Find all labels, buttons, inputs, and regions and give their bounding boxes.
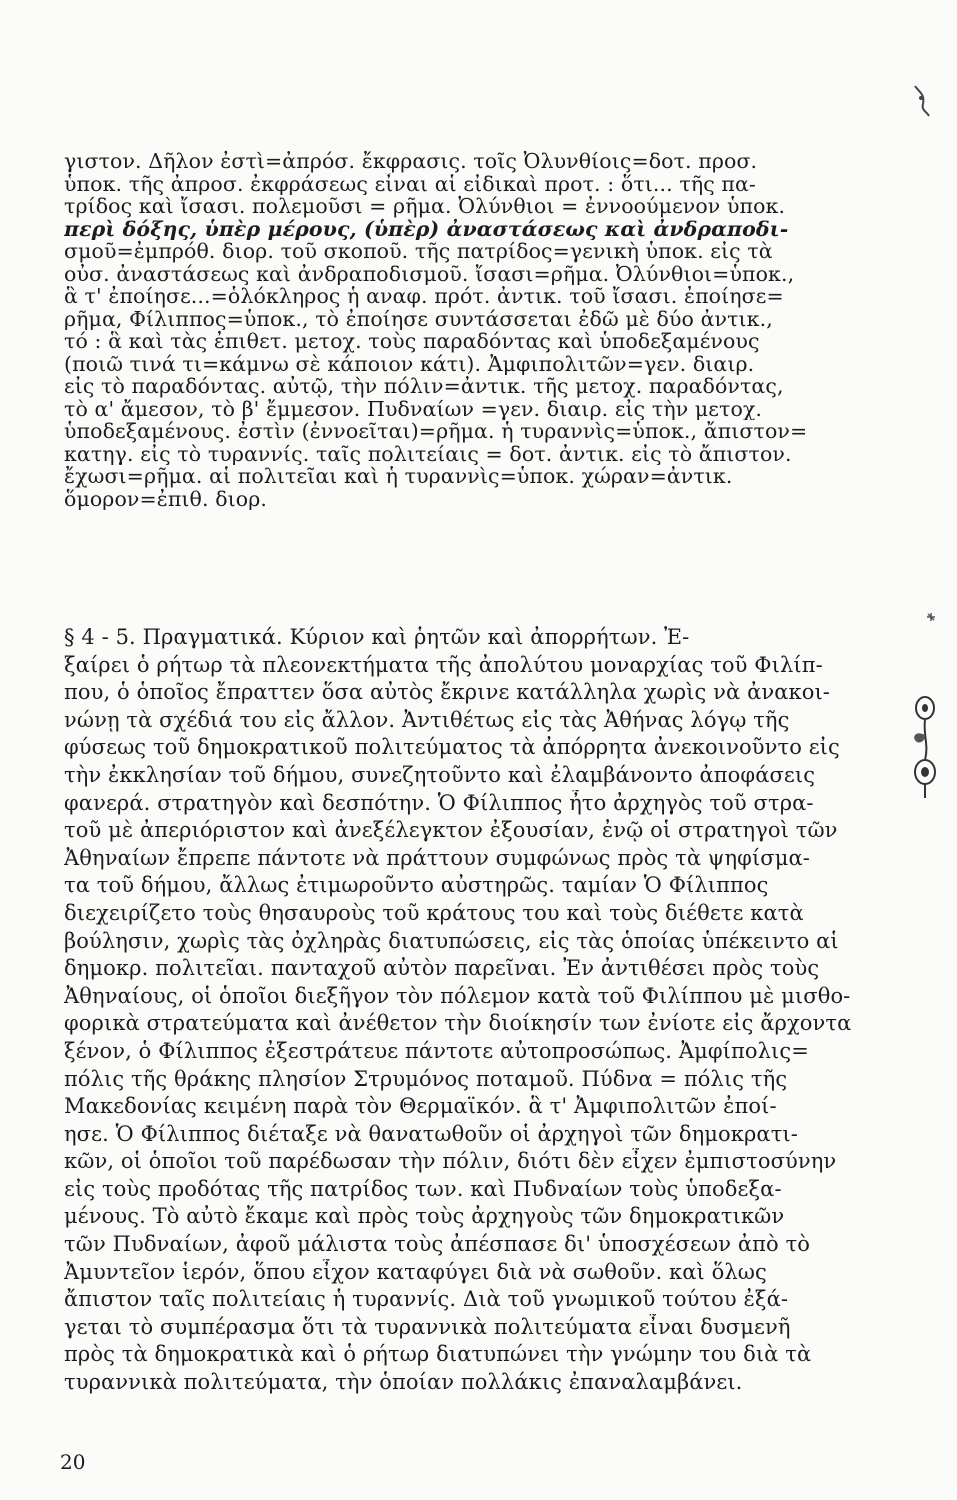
text-line: ξένον, ὁ Φίλιππος ἐξεστράτευε πάντοτε αὐτοπροσώπως. Ἀμφίπολις= — [64, 1038, 809, 1063]
text-line: ὑποκ. τῆς ἀπροσ. ἐκφράσεως εἶναι αἱ εἰδικαὶ προτ. : ὅτι... τῆς πα- — [64, 172, 756, 195]
text-line: ὅμορον=ἐπιθ. διορ. — [64, 487, 268, 510]
text-line: γεται τὸ συμπέρασμα ὅτι τὰ τυραννικὰ πολιτεύματα εἶναι δυσμενῆ — [64, 1314, 791, 1339]
text-line: ἄπιστον ταῖς πολιτείαις ἡ τυραννίς. Διὰ τοῦ γνωμικοῦ τούτου ἐξά- — [64, 1287, 789, 1312]
text-line: που, ὁ ὁποῖος ἔπραττεν ὅσα αὐτὸς ἔκρινε κατάλληλα χωρὶς νὰ ἀνακοι- — [64, 680, 830, 705]
text-line: τρίδος καὶ ἴσασι. πολεμοῦσι = ρῆμα. Ὀλύνθιοι = ἐννοούμενον ὑποκ. — [64, 195, 786, 218]
text-line: βούλησιν, χωρὶς τὰς ὀχληρὰς διατυπώσεις, εἰς τὰς ὁποίας ὑπέκειντο αἱ — [64, 928, 839, 953]
text-line: περὶ δόξης, ὑπὲρ μέρους, (ὑπὲρ) ἀναστάσεως καὶ ἀνδραποδι- — [64, 217, 789, 240]
page-number: 20 — [60, 1450, 86, 1474]
text-line: τῶν Πυδναίων, ἀφοῦ μάλιστα τοὺς ἀπέσπασε δι' ὑποσχέσεων ἀπὸ τὸ — [64, 1232, 811, 1257]
text-line: τα τοῦ δήμου, ἄλλως ἐτιμωροῦντο αὐστηρῶς. ταμίαν Ὁ Φίλιππος — [64, 873, 769, 898]
section-heading-line: § 4 - 5. Πραγματικά. Κύριον καὶ ῥητῶν καὶ ἀπορρήτων. Ἐ- — [64, 625, 690, 649]
text-line: τυραννικὰ πολιτεύματα, τὴν ὁποίαν πολλάκις ἐπαναλαμβάνει. — [64, 1370, 743, 1395]
text-line: σμοῦ=ἐμπρόθ. διορ. τοῦ σκοποῦ. τῆς πατρίδος=γενικὴ ὑποκ. εἰς τὰ — [64, 240, 773, 263]
text-line: φύσεως τοῦ δημοκρατικοῦ πολιτεύματος τὰ ἀπόρρητα ἀνεκοινοῦντο εἰς — [64, 735, 840, 760]
text-line: οὐσ. ἀναστάσεως καὶ ἀνδραποδισμοῦ. ἴσασι=ρῆμα. Ὀλύνθιοι=ὑποκ., — [64, 262, 795, 285]
text-line: ὑποδεξαμένους. ἐστὶν (ἐννοεῖται)=ρῆμα. ἡ τυραννὶς=ὑποκ., ἄπιστον= — [64, 420, 808, 443]
text-line: Ἀθηναίους, οἱ ὁποῖοι διεξῆγον τὸν πόλεμον κατὰ τοῦ Φιλίππου μὲ μισθο- — [64, 983, 851, 1008]
text-line: γιστον. Δῆλον ἐστὶ=ἀπρόσ. ἔκφρασις. τοῖς Ὀλυνθίοις=δοτ. προσ. — [64, 150, 758, 173]
ink-smudge-icon — [905, 82, 935, 118]
text-line: κῶν, οἱ ὁποῖοι τοῦ παρέδωσαν τὴν πόλιν, διότι δὲν εἶχεν ἐμπιστοσύνην — [64, 1149, 837, 1174]
text-line: εἰς τοὺς προδότας τῆς πατρίδος των. καὶ Πυδναίων τοὺς ὑποδεξα- — [64, 1176, 782, 1201]
text-line: Ἀθηναίων ἔπρεπε πάντοτε νὰ πράττουν συμφώνως πρὸς τὰ ψηφίσμα- — [64, 845, 810, 870]
text-line: πρὸς τὰ δημοκρατικὰ καὶ ὁ ρήτωρ διατυπώνει τὴν γνώμην του διὰ τὰ — [64, 1342, 812, 1367]
text-line: τὸ α' ἄμεσον, τὸ β' ἔμμεσον. Πυδναίων =γεν. διαιρ. εἰς τὴν μετοχ. — [64, 397, 763, 420]
grammar-notes-block — [64, 150, 854, 510]
text-line: τὴν ἐκκλησίαν τοῦ δήμου, συνεζητοῦντο καὶ ἐλαμβάνοντο ἀποφάσεις — [64, 762, 816, 787]
text-line: μένους. Τὸ αὐτὸ ἔκαμε καὶ πρὸς τοὺς ἀρχηγοὺς τῶν δημοκρατικῶν — [64, 1204, 785, 1229]
text-line: ἃ τ' ἐποίησε...=ὁλόκληρος ἡ αναφ. πρότ. ἀντικ. τοῦ ἴσασι. ἐποίησε= — [64, 285, 784, 308]
text-line: ρῆμα, Φίλιππος=ὑποκ., τὸ ἐποίησε συντάσσεται ἐδῶ μὲ δύο ἀντικ., — [64, 307, 773, 330]
text-line: ξαίρει ὁ ρήτωρ τὰ πλεονεκτήματα τῆς ἀπολύτου μοναρχίας τοῦ Φιλίπ- — [64, 652, 823, 677]
text-line: φανερά. στρατηγὸν καὶ δεσπότην. Ὁ Φίλιππος ἦτο ἀρχηγὸς τοῦ στρα- — [64, 790, 814, 815]
text-line: διεχειρίζετο τοὺς θησαυροὺς τοῦ κράτους του καὶ τοὺς διέθετε κατὰ — [64, 900, 804, 925]
text-line: πόλις τῆς θράκης πλησίον Στρυμόνος ποταμοῦ. Πύδνα = πόλις τῆς — [64, 1066, 788, 1091]
text-line: ἔχωσι=ρῆμα. αἱ πολιτεῖαι καὶ ἡ τυραννὶς=ὑποκ. χώραν=ἀντικ. — [64, 465, 733, 488]
historical-notes-block — [64, 624, 854, 1397]
text-line: Μακεδονίας κειμένη παρὰ τὸν Θερμαϊκόν. ἃ τ' Ἀμφιπολιτῶν ἐποί- — [64, 1094, 777, 1119]
text-line: νώνῃ τὰ σχέδιά του εἰς ἄλλον. Ἀντιθέτως εἰς τὰς Ἀθήνας λόγῳ τῆς — [64, 707, 790, 732]
text-line: φορικὰ στρατεύματα καὶ ἀνέθετον τὴν διοίκησίν των ἐνίοτε εἰς ἄρχοντα — [64, 1011, 852, 1036]
text-line: κατηγ. εἰς τὸ τυραννίς. ταῖς πολιτείαις = δοτ. ἀντικ. εἰς τὸ ἄπιστον. — [64, 442, 792, 465]
text-line: ησε. Ὁ Φίλιππος διέταξε νὰ θανατωθοῦν οἱ ἀρχηγοὶ τῶν δημοκρατι- — [64, 1121, 798, 1146]
text-line: τό : ἃ καὶ τὰς ἐπιθετ. μετοχ. τοὺς παραδόντας καὶ ὑποδεξαμένους — [64, 330, 760, 353]
flower-doodle-icon — [905, 690, 945, 800]
text-line: δημοκρ. πολιτεῖαι. πανταχοῦ αὐτὸν παρεῖναι. Ἐν ἀντιθέσει πρὸς τοὺς — [64, 956, 820, 981]
ink-speck-icon — [924, 610, 938, 624]
text-line: Ἀμυντεῖον ἱερόν, ὅπου εἶχον καταφύγει διὰ νὰ σωθοῦν. καὶ ὅλως — [64, 1259, 767, 1284]
text-line: εἰς τὸ παραδόντας. αὐτῷ, τὴν πόλιν=ἀντικ. τῆς μετοχ. παραδόντας, — [64, 375, 784, 398]
text-line: (ποιῶ τινά τι=κάμνω σὲ κάποιον κάτι). Ἀμφιπολιτῶν=γεν. διαιρ. — [64, 352, 755, 375]
text-line: τοῦ μὲ ἀπεριόριστον καὶ ἀνεξέλεγκτον ἐξουσίαν, ἐνῷ οἱ στρατηγοὶ τῶν — [64, 818, 838, 843]
